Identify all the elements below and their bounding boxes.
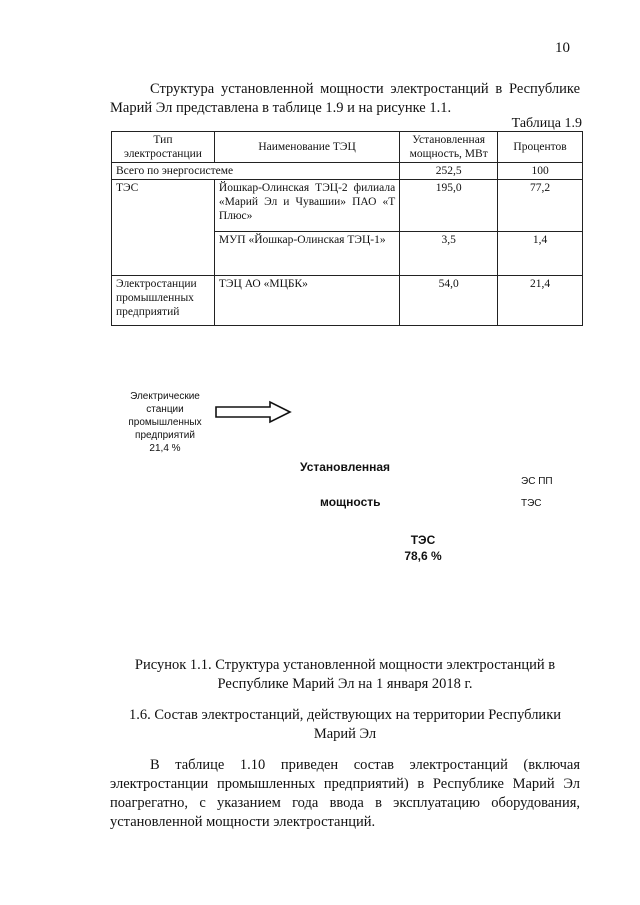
total-percent: 100 — [498, 163, 583, 180]
industrial-label — [115, 390, 215, 455]
station-capacity: 3,5 — [400, 232, 498, 276]
tes-label: ТЭС — [410, 533, 436, 547]
figure-title-line2: мощность — [320, 495, 381, 509]
type-industrial: Электростанции промышленных предприятий — [112, 276, 215, 326]
type-tes: ТЭС — [112, 180, 215, 276]
header-type: Тип электростанции — [112, 132, 215, 163]
total-label: Всего по энергосистеме — [112, 163, 400, 180]
industrial-label-text: Электрические станции промышленных предприятий — [128, 391, 202, 441]
body-text: В таблице 1.10 приведен состав электростанций (включая электростанции промышленных предприятий) в Республике Марий Эл поагрегатно, с указанием года ввода в эксплуатацию оборудования, установленной мощности электростанций. — [110, 757, 580, 830]
body-paragraph — [110, 756, 580, 832]
table-row-total — [112, 163, 583, 180]
legend-item-industrial: ЭС ПП — [521, 476, 553, 487]
legend-item-tes: ТЭС — [521, 498, 542, 509]
header-capacity: Установленная мощность, МВт — [400, 132, 498, 163]
table-header-row — [112, 132, 583, 163]
industrial-percent: 21,4 % — [149, 443, 181, 454]
page-number: 10 — [555, 40, 570, 56]
section-heading: 1.6. Состав электростанций, действующих на территории Республики Марий Эл — [128, 707, 561, 742]
intro-text: Структура установленной мощности электростанций в Республике Марий Эл представлена в таблице 1.9 и на рисунке 1.1. — [110, 81, 580, 116]
station-percent: 21,4 — [498, 276, 583, 326]
header-name: Наименование ТЭЦ — [214, 132, 399, 163]
tes-percent: 78,6 % — [404, 549, 442, 563]
figure-caption: Рисунок 1.1. Структура установленной мощности электростанций в Республике Марий Эл на 1 января 2018 г. — [134, 657, 556, 692]
station-name: Йошкар-Олинская ТЭЦ-2 филиала «Марий Эл и Чувашии» ПАО «Т Плюс» — [214, 180, 399, 232]
table-row — [112, 180, 583, 232]
table-row-industrial — [112, 276, 583, 326]
table-caption: Таблица 1.9 — [511, 116, 582, 131]
arrow-right-icon — [214, 400, 294, 424]
intro-paragraph — [110, 80, 580, 118]
station-name: МУП «Йошкар-Олинская ТЭЦ-1» — [214, 232, 399, 276]
capacity-table — [111, 131, 583, 326]
total-capacity: 252,5 — [400, 163, 498, 180]
station-percent: 77,2 — [498, 180, 583, 232]
tes-slice-label — [396, 532, 450, 564]
station-capacity: 54,0 — [400, 276, 498, 326]
station-percent: 1,4 — [498, 232, 583, 276]
station-capacity: 195,0 — [400, 180, 498, 232]
figure-title-line1: Установленная — [300, 460, 391, 474]
header-percent: Процентов — [498, 132, 583, 163]
station-name: ТЭЦ АО «МЦБК» — [214, 276, 399, 326]
